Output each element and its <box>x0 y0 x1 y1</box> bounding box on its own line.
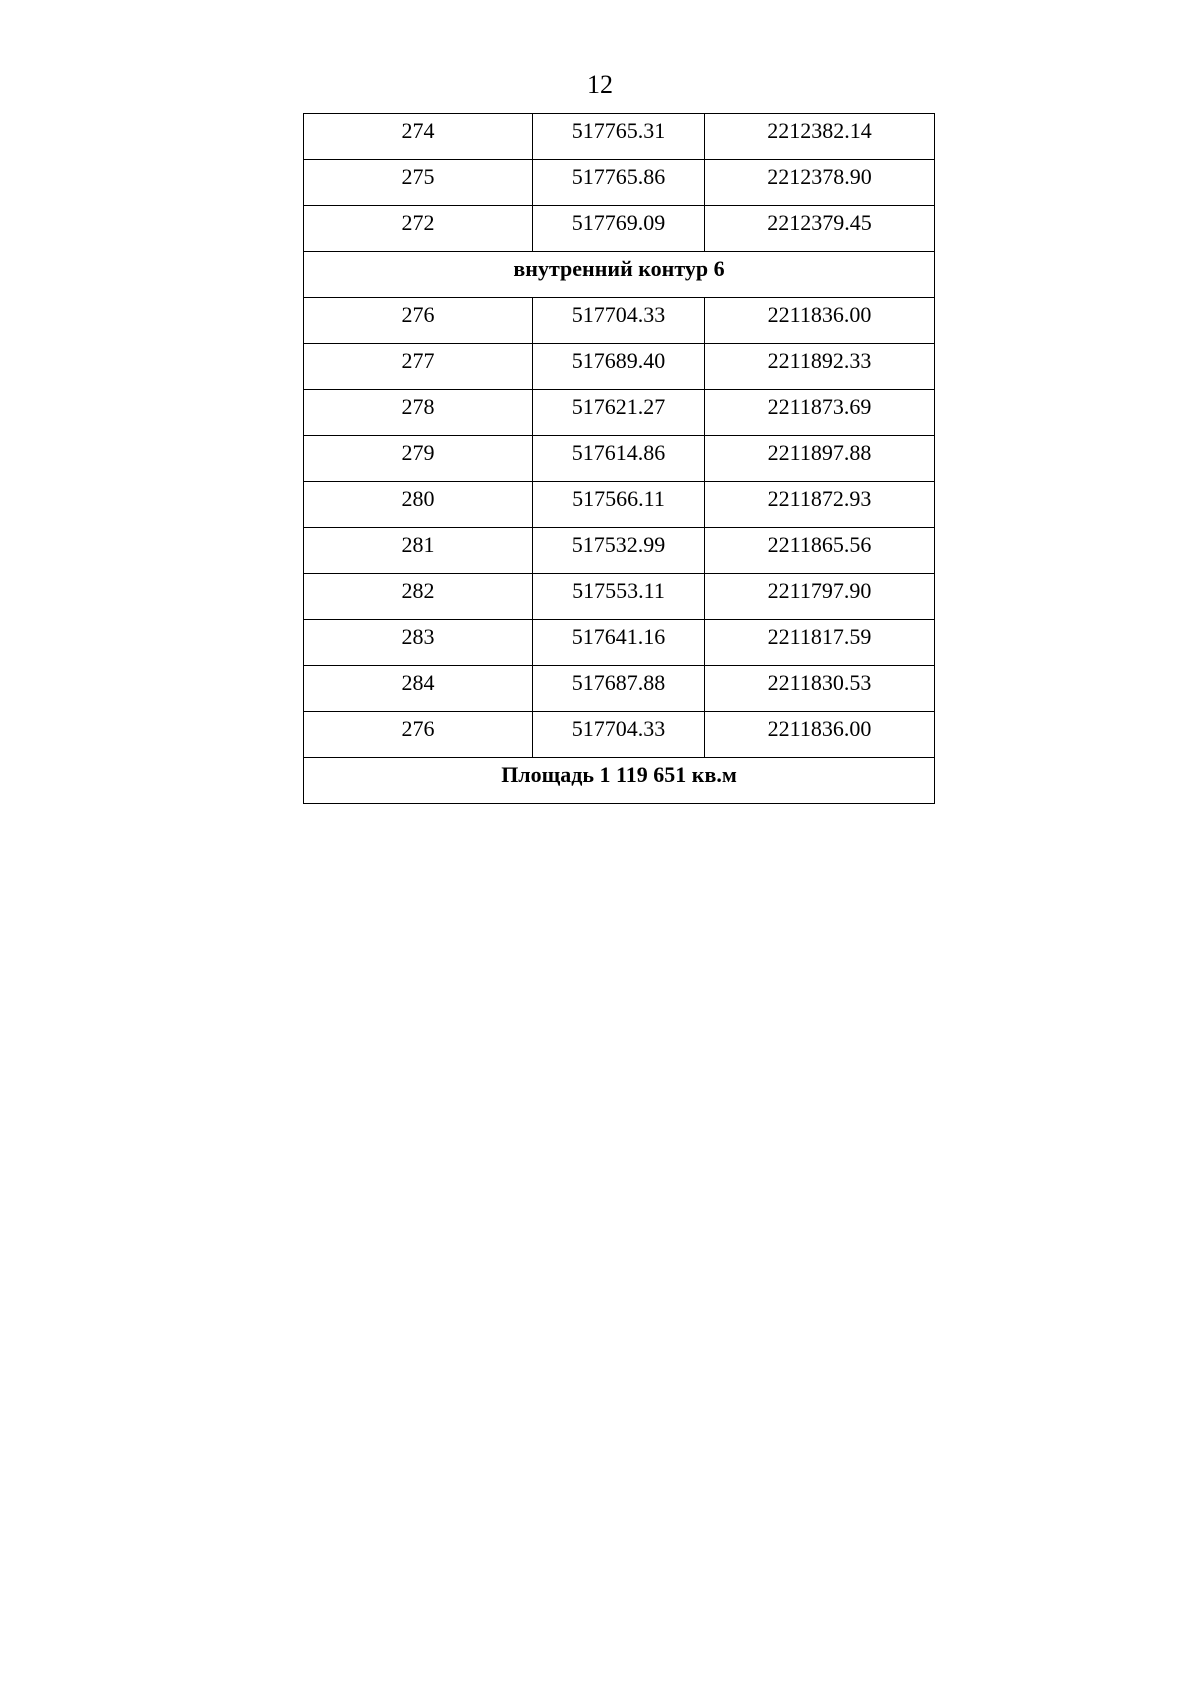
point-number-cell: 275 <box>304 160 533 206</box>
y-coordinate-cell: 2211836.00 <box>705 712 935 758</box>
y-coordinate-cell: 2211872.93 <box>705 482 935 528</box>
point-number-cell: 281 <box>304 528 533 574</box>
y-coordinate-cell: 2211892.33 <box>705 344 935 390</box>
y-coordinate-cell: 2211865.56 <box>705 528 935 574</box>
area-total-row <box>304 758 935 804</box>
y-coordinate-cell: 2211836.00 <box>705 298 935 344</box>
x-coordinate-cell: 517641.16 <box>533 620 705 666</box>
area-total: Площадь 1 119 651 кв.м <box>304 758 935 804</box>
table-row <box>304 574 935 620</box>
table-row <box>304 528 935 574</box>
x-coordinate-cell: 517704.33 <box>533 298 705 344</box>
y-coordinate-cell: 2211830.53 <box>705 666 935 712</box>
x-coordinate-cell: 517765.31 <box>533 114 705 160</box>
y-coordinate-cell: 2212382.14 <box>705 114 935 160</box>
section-heading-row <box>304 252 935 298</box>
table-row <box>304 436 935 482</box>
point-number-cell: 276 <box>304 298 533 344</box>
section-heading: внутренний контур 6 <box>304 252 935 298</box>
table-row <box>304 344 935 390</box>
point-number-cell: 282 <box>304 574 533 620</box>
table-row <box>304 160 935 206</box>
table-row <box>304 114 935 160</box>
point-number-cell: 284 <box>304 666 533 712</box>
y-coordinate-cell: 2212378.90 <box>705 160 935 206</box>
x-coordinate-cell: 517687.88 <box>533 666 705 712</box>
y-coordinate-cell: 2211897.88 <box>705 436 935 482</box>
page-number: 12 <box>587 70 613 99</box>
table-row <box>304 390 935 436</box>
point-number-cell: 272 <box>304 206 533 252</box>
y-coordinate-cell: 2211873.69 <box>705 390 935 436</box>
point-number-cell: 280 <box>304 482 533 528</box>
table-row <box>304 712 935 758</box>
x-coordinate-cell: 517765.86 <box>533 160 705 206</box>
point-number-cell: 277 <box>304 344 533 390</box>
point-number-cell: 274 <box>304 114 533 160</box>
point-number-cell: 283 <box>304 620 533 666</box>
table-row <box>304 666 935 712</box>
coordinates-table <box>303 113 935 804</box>
x-coordinate-cell: 517553.11 <box>533 574 705 620</box>
x-coordinate-cell: 517689.40 <box>533 344 705 390</box>
y-coordinate-cell: 2211797.90 <box>705 574 935 620</box>
coordinates-table-body <box>304 114 935 804</box>
x-coordinate-cell: 517769.09 <box>533 206 705 252</box>
x-coordinate-cell: 517614.86 <box>533 436 705 482</box>
table-row <box>304 206 935 252</box>
table-row <box>304 482 935 528</box>
point-number-cell: 278 <box>304 390 533 436</box>
point-number-cell: 279 <box>304 436 533 482</box>
y-coordinate-cell: 2212379.45 <box>705 206 935 252</box>
y-coordinate-cell: 2211817.59 <box>705 620 935 666</box>
x-coordinate-cell: 517566.11 <box>533 482 705 528</box>
x-coordinate-cell: 517704.33 <box>533 712 705 758</box>
table-row <box>304 620 935 666</box>
x-coordinate-cell: 517532.99 <box>533 528 705 574</box>
x-coordinate-cell: 517621.27 <box>533 390 705 436</box>
table-row <box>304 298 935 344</box>
point-number-cell: 276 <box>304 712 533 758</box>
